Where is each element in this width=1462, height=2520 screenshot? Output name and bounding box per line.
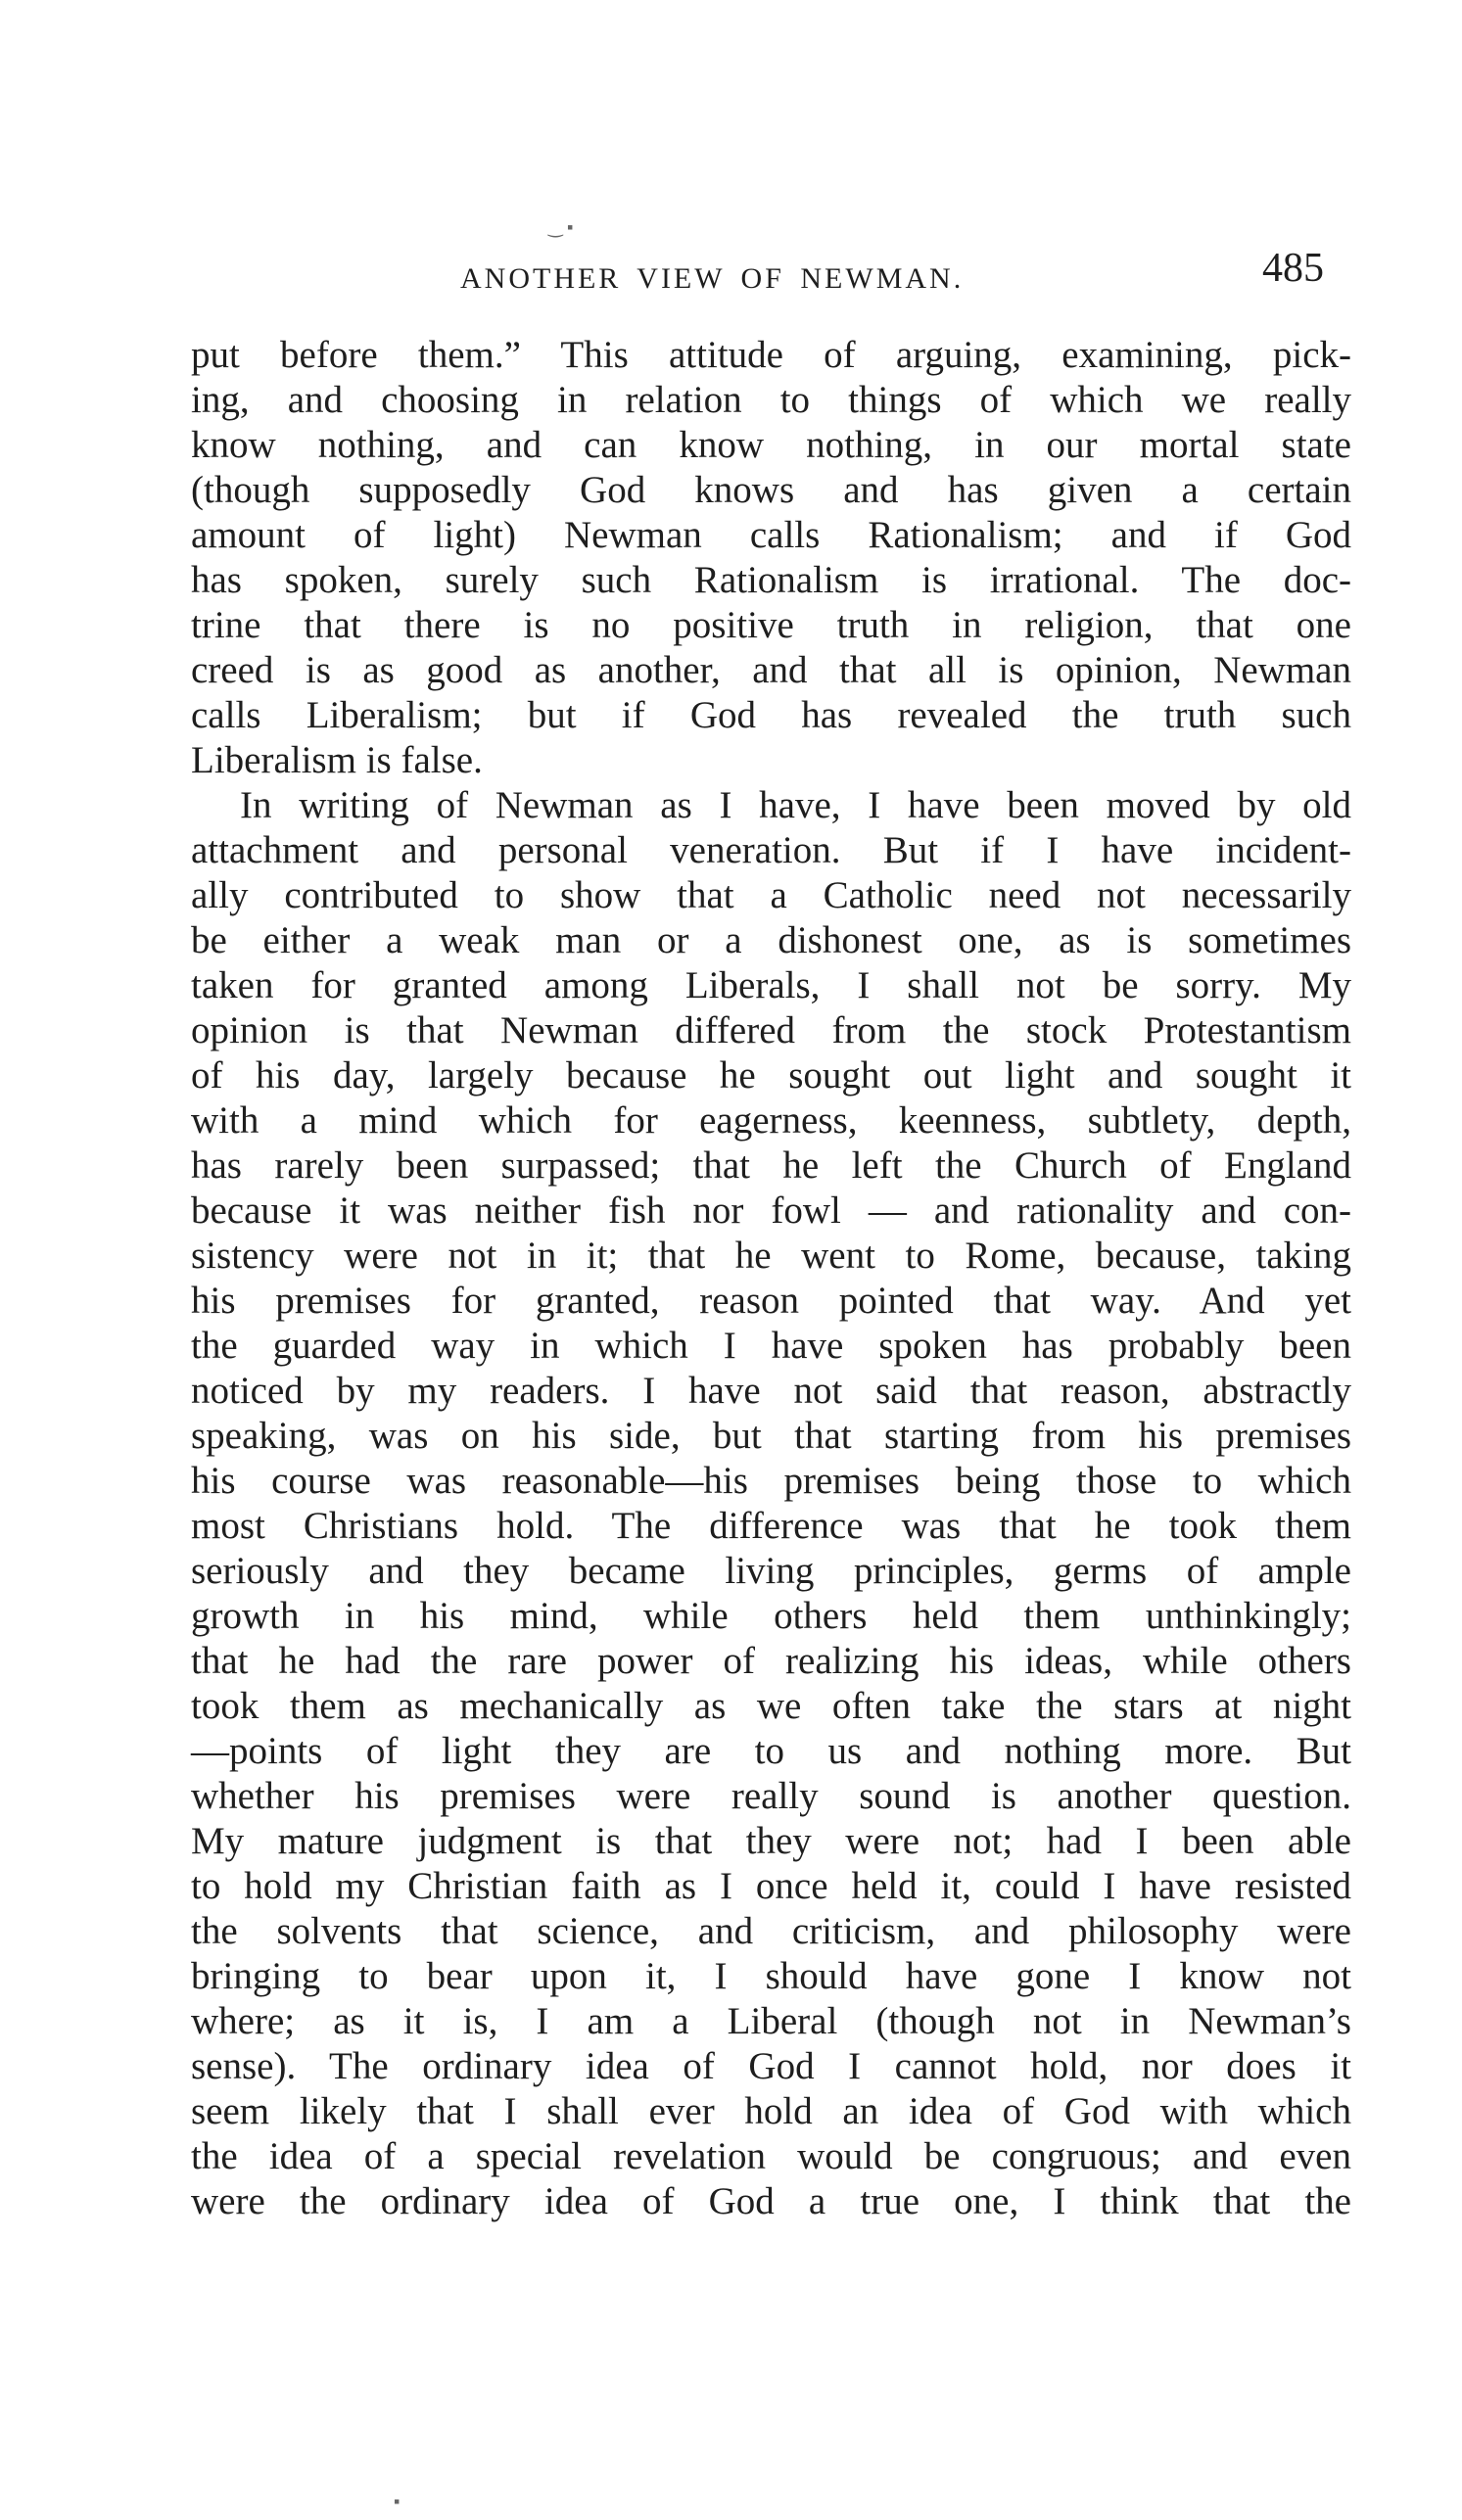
text-line: be either a weak man or a dishonest one, as is sometimes — [191, 919, 1351, 961]
text-line: put before them.” This attitude of arguing, examining, pick- — [191, 334, 1351, 376]
text-line: seriously and they became living principles, germs of ample — [191, 1550, 1351, 1592]
text-line: growth in his mind, while others held them unthinkingly; — [191, 1595, 1351, 1637]
text-line: amount of light) Newman calls Rationalism; and if God — [191, 514, 1351, 556]
text-line: speaking, was on his side, but that starting from his premises — [191, 1415, 1351, 1457]
text-line: calls Liberalism; but if God has revealed the truth such — [191, 694, 1351, 736]
text-line: attachment and personal veneration. But if I have incident- — [191, 829, 1351, 871]
text-line: opinion is that Newman differed from the stock Protestantism — [191, 1009, 1351, 1051]
text-line: were the ordinary idea of God a true one, I think that the — [191, 2180, 1351, 2222]
text-line: has rarely been surpassed; that he left the Church of England — [191, 1144, 1351, 1187]
text-line: took them as mechanically as we often take the stars at night — [191, 1685, 1351, 1727]
text-line: because it was neither fish nor fowl — and rationality and con- — [191, 1190, 1351, 1232]
text-line: taken for granted among Liberals, I shall not be sorry. My — [191, 964, 1351, 1006]
text-line: ally contributed to show that a Catholic need not necessarily — [191, 874, 1351, 916]
running-head: ANOTHER VIEW OF NEWMAN. — [460, 262, 965, 295]
text-line: his course was reasonable—his premises being those to which — [191, 1460, 1351, 1502]
text-line: (though supposedly God knows and has given a certain — [191, 469, 1351, 511]
top-ink-mark: ‿ ▪ — [548, 217, 574, 237]
text-line: bringing to bear upon it, I should have gone I know not — [191, 1955, 1351, 1997]
text-line: of his day, largely because he sought out light and sought it — [191, 1054, 1351, 1097]
text-line: with a mind which for eagerness, keenness, subtlety, depth, — [191, 1099, 1351, 1142]
text-line: sense). The ordinary idea of God I cannot hold, nor does it — [191, 2045, 1351, 2087]
text-line: know nothing, and can know nothing, in our mortal state — [191, 424, 1351, 466]
text-line: —points of light they are to us and nothing more. But — [191, 1730, 1351, 1772]
page-header — [191, 245, 1351, 303]
text-line: where; as it is, I am a Liberal (though not in Newman’s — [191, 2000, 1351, 2042]
text-line: My mature judgment is that they were not; had I been able — [191, 1820, 1351, 1862]
text-line: the idea of a special revelation would be congruous; and even — [191, 2135, 1351, 2177]
text-line: whether his premises were really sound is another question. — [191, 1775, 1351, 1817]
text-line: sistency were not in it; that he went to Rome, because, taking — [191, 1235, 1351, 1277]
page-number: 485 — [1262, 246, 1324, 291]
text-line: his premises for granted, reason pointed that way. And yet — [191, 1280, 1351, 1322]
text-line: the guarded way in which I have spoken has probably been — [191, 1325, 1351, 1367]
paragraph-end-line: Liberalism is false. — [191, 739, 483, 781]
text-line: that he had the rare power of realizing his ideas, while others — [191, 1640, 1351, 1682]
text-line: creed is as good as another, and that all is opinion, Newman — [191, 649, 1351, 691]
text-line: trine that there is no positive truth in religion, that one — [191, 604, 1351, 646]
text-line: the solvents that science, and criticism, and philosophy were — [191, 1910, 1351, 1952]
bottom-ink-mark: ▪ — [394, 2492, 401, 2511]
text-line: has spoken, surely such Rationalism is irrational. The doc- — [191, 559, 1351, 601]
text-line: noticed by my readers. I have not said that reason, abstractly — [191, 1370, 1351, 1412]
body-text — [191, 333, 1351, 2224]
text-line: to hold my Christian faith as I once held it, could I have resisted — [191, 1865, 1351, 1907]
text-line: most Christians hold. The difference was that he took them — [191, 1505, 1351, 1547]
paragraph-first-line: In writing of Newman as I have, I have been moved by old — [240, 784, 1351, 826]
text-line: ing, and choosing in relation to things of which we really — [191, 379, 1351, 421]
text-line: seem likely that I shall ever hold an idea of God with which — [191, 2090, 1351, 2132]
